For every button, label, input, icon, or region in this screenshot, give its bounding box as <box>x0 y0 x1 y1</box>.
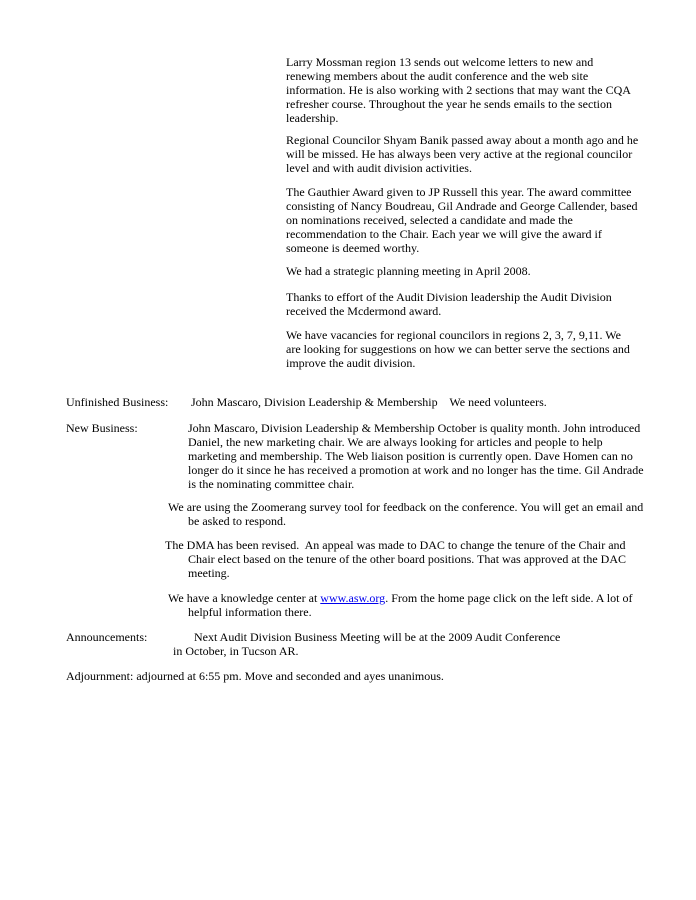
asw-website-link[interactable]: www.asw.org <box>320 591 386 605</box>
text-line: someone is deemed worthy. <box>286 241 420 255</box>
text-line: be asked to respond. <box>188 514 286 528</box>
new-business-label: New Business: <box>66 421 138 435</box>
unfinished-business-label: Unfinished Business: <box>66 395 169 409</box>
paragraph-vacancies <box>286 328 630 370</box>
text-line: level and with audit division activities. <box>286 161 472 175</box>
text-line: is the nominating committee chair. <box>188 477 355 491</box>
text-line: We are using the Zoomerang survey tool for feedback on the conference. You will get an email and <box>168 500 644 514</box>
unfinished-business-text: John Mascaro, Division Leadership & Membership We need volunteers. <box>191 395 547 409</box>
text-line: improve the audit division. <box>286 356 416 370</box>
text-line: Larry Mossman region 13 sends out welcome letters to new and <box>286 55 594 69</box>
text-line <box>168 591 632 605</box>
text-line: We have vacancies for regional councilors in regions 2, 3, 7, 9,11. We <box>286 328 621 342</box>
knowledge-text-before: We have a knowledge center at <box>168 591 321 605</box>
text-line: Chair elect based on the tenure of the other board positions. That was approved at the DAC <box>188 552 626 566</box>
knowledge-text-after: . From the home page click on the left side. A lot of <box>385 591 633 605</box>
announcements-line-1: Next Audit Division Business Meeting will be at the 2009 Audit Conference <box>194 630 561 644</box>
new-business-body <box>188 421 644 491</box>
knowledge-center-paragraph <box>168 591 632 619</box>
text-line: are looking for suggestions on how we can better serve the sections and <box>286 342 630 356</box>
announcements-line-2: in October, in Tucson AR. <box>173 644 299 658</box>
announcements-label: Announcements: <box>66 630 148 644</box>
zoomerang-paragraph <box>168 500 643 528</box>
text-line: longer do it since he has received a promotion at work and no longer has the time. Gil Andrade <box>188 463 644 477</box>
text-line: John Mascaro, Division Leadership & Membership October is quality month. John introduced <box>188 421 641 435</box>
text-line: helpful information there. <box>188 605 312 619</box>
text-line: The Gauthier Award given to JP Russell this year. The award committee <box>286 185 632 199</box>
text-line: information. He is also working with 2 sections that may want the CQA <box>286 83 631 97</box>
text-line: The DMA has been revised. An appeal was made to DAC to change the tenure of the Chair and <box>165 538 626 552</box>
text-line: Thanks to effort of the Audit Division leadership the Audit Division <box>286 290 612 304</box>
dma-paragraph <box>165 538 626 580</box>
text-line: Regional Councilor Shyam Banik passed away about a month ago and he <box>286 133 639 147</box>
text-line: recommendation to the Chair. Each year we will give the award if <box>286 227 602 241</box>
text-line: marketing and membership. The Web liaison position is currently open. Dave Homen can no <box>188 449 633 463</box>
adjournment-text: Adjournment: adjourned at 6:55 pm. Move and seconded and ayes unanimous. <box>66 669 444 683</box>
text-line: Daniel, the new marketing chair. We are always looking for articles and people to help <box>188 435 603 449</box>
text-line: refresher course. Throughout the year he sends emails to the section <box>286 97 613 111</box>
text-line: leadership. <box>286 111 339 125</box>
paragraph-strategic-planning <box>286 264 626 278</box>
text-line: renewing members about the audit conference and the web site <box>286 69 589 83</box>
paragraph-shyam-banik <box>286 133 639 175</box>
paragraph-gauthier-award <box>286 185 638 255</box>
text-line: We had a strategic planning meeting in April 2008. <box>286 264 531 278</box>
text-line: received the Mcdermond award. <box>286 304 442 318</box>
text-line: consisting of Nancy Boudreau, Gil Andrade and George Callender, based <box>286 199 638 213</box>
text-line: on nominations received, selected a candidate and made the <box>286 213 573 227</box>
text-line: will be missed. He has always been very active at the regional councilor <box>286 147 633 161</box>
text-line: meeting. <box>188 566 230 580</box>
paragraph-larry-mossman <box>286 55 631 125</box>
paragraph-mcdermond-award <box>286 290 626 318</box>
